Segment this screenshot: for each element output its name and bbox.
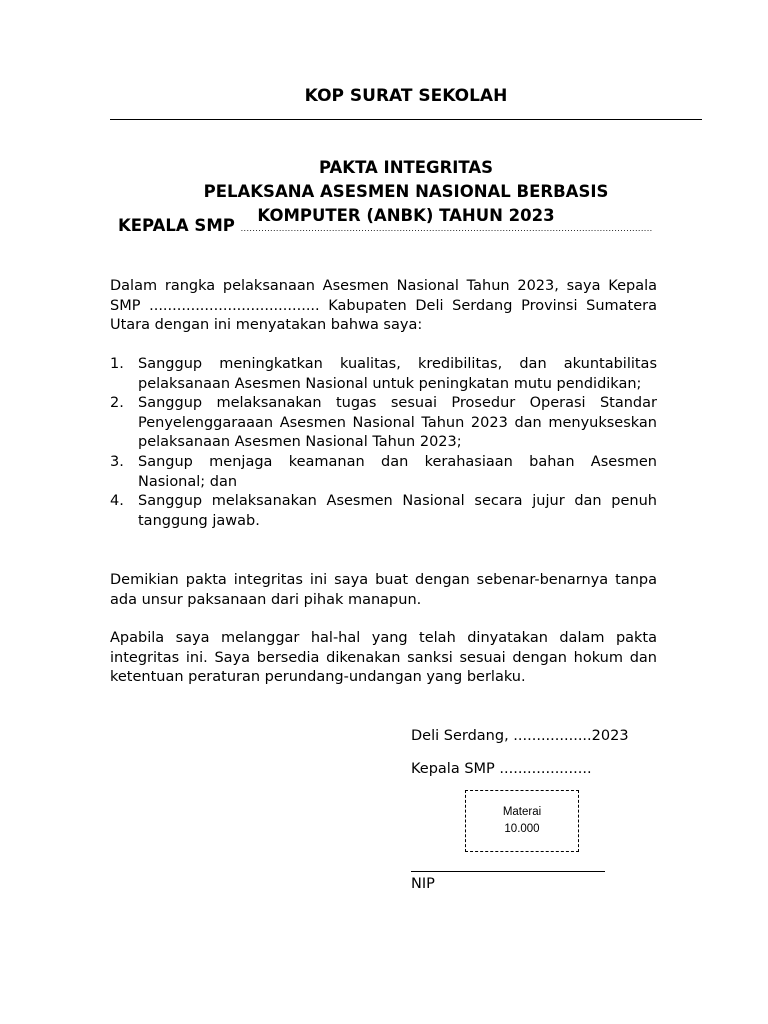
signature-position: Kepala SMP .................... (411, 761, 592, 777)
materai-stamp-box (465, 790, 579, 852)
list-item-text: Sanggup melaksanakan tugas sesuai Prosedur Operasi Standar Penyelenggaraaan Asesmen Nasional Tahun 2023 dan menyukseskan pelaksanaan Asesmen Nasional Tahun 2023; (138, 395, 657, 451)
title-line-3: KOMPUTER (ANBK) TAHUN 2023 (257, 206, 555, 225)
list-item-number: 1. (110, 356, 124, 372)
intro-paragraph: Dalam rangka pelaksanaan Asesmen Nasional Tahun 2023, saya Kepala SMP ..................................... Kabupaten Deli Serdang Provinsi Sumatera Utara dengan ini menyatakan bahwa saya: (110, 278, 657, 334)
title-line-2: PELAKSANA ASESMEN NASIONAL BERBASIS (203, 182, 609, 201)
materai-label: Materai (502, 806, 542, 818)
list-item-number: 3. (110, 453, 124, 470)
list-item-number: 4. (110, 493, 124, 510)
list-item-text: Sanggup meningkatkan kualitas, kredibilitas, dan akuntabilitas pelaksanaan Asesmen Nasional untuk peningkatan mutu pendidikan; (138, 356, 657, 392)
list-item-number: 2. (110, 395, 124, 412)
materai-value: 10.000 (504, 823, 540, 835)
statement-list (110, 355, 657, 531)
signature-place-date: Deli Serdang, .................2023 (411, 728, 629, 744)
closing-paragraph: Demikian pakta integritas ini saya buat dengan sebenar-benarnya tanpa ada unsur paksanaan dari pihak manapun. (110, 572, 657, 608)
sanction-paragraph: Apabila saya melanggar hal-hal yang telah dinyatakan dalam pakta integritas ini. Saya bersedia dikenakan sanksi sesuai dengan hokum dan ketentuan peraturan perundang-undangan yang berlaku. (110, 630, 657, 686)
list-item (110, 453, 657, 492)
school-letterhead-title: KOP SURAT SEKOLAH (304, 86, 508, 106)
list-item-text: Sangup menjaga keamanan dan kerahasiaan bahan Asesmen Nasional; dan (138, 453, 657, 490)
kepala-smp-line (118, 216, 653, 235)
title-line-1: PAKTA INTEGRITAS (318, 158, 494, 177)
signature-line (411, 871, 605, 872)
list-item (110, 492, 657, 531)
letterhead-divider (110, 119, 702, 120)
list-item (110, 355, 657, 394)
kepala-smp-dots: ............................................................................................................................................ (240, 224, 653, 233)
nip-label: NIP (411, 876, 435, 892)
list-item (110, 394, 657, 453)
list-item-text: Sanggup melaksanakan Asesmen Nasional secara jujur dan penuh tanggung jawab. (138, 493, 657, 529)
kepala-smp-label: KEPALA SMP (118, 216, 235, 235)
